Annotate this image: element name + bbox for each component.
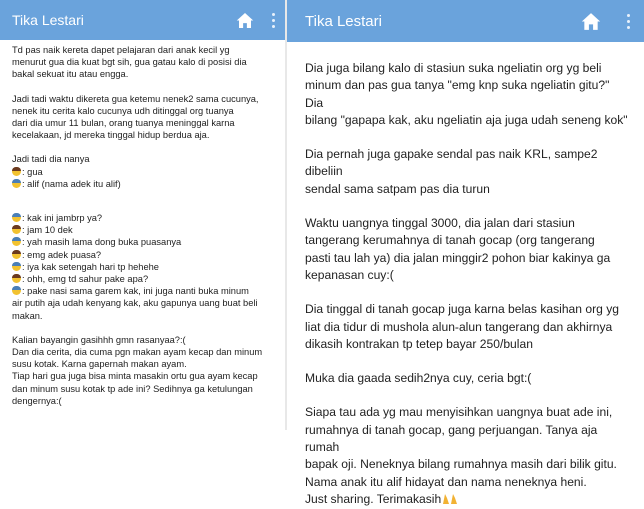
- text-line: : pake nasi sama garem kak, ini juga nanti buka minum: [22, 286, 249, 297]
- text-line: susu kotak. Karna gapernah makan ayam.: [12, 359, 187, 370]
- text-line: : kak ini jambrp ya?: [22, 213, 103, 224]
- text-line: nenek itu cerita kalo cucunya udh ditinggal org tuanya: [12, 105, 234, 116]
- text-line: Dia juga bilang kalo di stasiun suka ngeliatin org yg beli: [305, 61, 602, 75]
- text-line: tangerang kerumahnya di tanah gocap (org tangerang: [305, 233, 595, 248]
- text-line: Kalian bayangin gasihhh gmn rasanyaa?:(: [12, 334, 186, 345]
- text-line: Muka dia gaada sedih2nya cuy, ceria bgt:(: [305, 371, 532, 386]
- paragraph: [305, 301, 630, 353]
- text-line: bapak oji. Neneknya bilang rumahnya masih dari bilik gitu.: [305, 457, 617, 472]
- home-icon[interactable]: [233, 8, 257, 32]
- text-line: : emg adek puasa?: [22, 249, 102, 260]
- text-line: Just sharing. Terimakasih: [305, 491, 442, 506]
- chat-block: [12, 212, 277, 322]
- text-line: air putih aja udah kenyang kak, aku gapunya uang buat beli: [12, 298, 258, 309]
- text-line: Dia tinggal di tanah gocap juga karna belas kasihan org yg: [305, 302, 619, 317]
- paragraph: [305, 60, 630, 129]
- girl-emoji-icon: [12, 225, 21, 234]
- app-bar: [287, 0, 644, 42]
- text-line: dan minum susu kotak tp ade ini? Sedihnya ga ketulungan: [12, 383, 253, 394]
- boy-emoji-icon: [12, 213, 21, 222]
- text-line: Tiap hari gua juga bisa minta masakin ortu gua ayam kecap: [12, 371, 258, 382]
- intro-block: [12, 153, 277, 190]
- post-body: [0, 40, 285, 407]
- text-line: dengernya:(: [12, 395, 62, 406]
- paragraph: [12, 93, 277, 142]
- outro-block: [12, 334, 277, 407]
- text-line: Dan dia cerita, dia cuma pgn makan ayam kecap dan minum: [12, 347, 263, 358]
- boy-emoji-icon: [12, 286, 21, 295]
- girl-emoji-icon: [12, 250, 21, 259]
- text-line: sendal sama satpam pas dia turun: [305, 181, 490, 196]
- text-line: Td pas naik kereta dapet pelajaran dari anak kecil yg: [12, 45, 230, 55]
- paragraph: [305, 146, 630, 198]
- paragraph: [305, 404, 630, 508]
- post-body: [287, 42, 644, 508]
- text-line: makan.: [12, 310, 43, 321]
- text-line: : ohh, emg td sahur pake apa?: [22, 274, 149, 285]
- text-line: kepanasan cuy:(: [305, 267, 394, 282]
- app-bar: [0, 0, 285, 40]
- home-icon[interactable]: [578, 8, 604, 34]
- girl-emoji-icon: [12, 167, 21, 176]
- text-line: Siapa tau ada yg mau menyisihkan uangnya buat ade ini,: [305, 405, 613, 420]
- text-line: Waktu uangnya tinggal 3000, dia jalan dari stasiun: [305, 216, 575, 231]
- text-line: Jadi tadi waktu dikereta gua ketemu nenek2 sama cucunya,: [12, 93, 259, 104]
- text-line: menurut gua dia kuat bgt sih, gua gatau kalo di posisi dia: [12, 57, 247, 68]
- text-line: Nama anak itu alif hidayat dan nama neneknya heni.: [305, 474, 587, 489]
- more-vert-icon[interactable]: [267, 9, 279, 31]
- paragraph: [12, 44, 277, 81]
- pray-hands-icon: [441, 492, 459, 504]
- boy-emoji-icon: [12, 262, 21, 271]
- app-title: Tika Lestari: [12, 12, 84, 28]
- text-line: dari dia umur 11 bulan, orang tuanya meninggal karna: [12, 118, 235, 129]
- app-title: Tika Lestari: [305, 12, 382, 30]
- text-line: pasti tau lah ya) dia jalan minggir2 pohon biar kakinya ga: [305, 250, 611, 265]
- boy-emoji-icon: [12, 179, 21, 188]
- text-line: bakal sekuat itu atau engga.: [12, 69, 129, 80]
- text-line: dikasih kontrakan tp tetep bayar 250/bulan: [305, 336, 533, 351]
- text-line: bilang "gapapa kak, aku ngeliatin aja juga udah seneng kok": [305, 112, 628, 127]
- more-vert-icon[interactable]: [622, 10, 634, 32]
- paragraph: [305, 370, 630, 387]
- text-line: : yah masih lama dong buka puasanya: [22, 237, 182, 248]
- girl-emoji-icon: [12, 274, 21, 283]
- text-line: Jadi tadi dia nanya: [12, 154, 90, 165]
- text-line: : gua: [22, 166, 43, 177]
- text-line: kecelakaan, jd mereka tinggal hidup berdua aja.: [12, 130, 210, 141]
- text-line: Dia pernah juga gapake sendal pas naik KRL, sampe2 dibeliin: [305, 147, 598, 179]
- text-line: : jam 10 dek: [22, 225, 73, 236]
- right-screenshot-panel: [285, 0, 644, 506]
- boy-emoji-icon: [12, 237, 21, 246]
- text-line: : iya kak setengah hari tp hehehe: [22, 261, 159, 272]
- text-line: rumahnya di tanah gocap, gang perjuangan. Tanya aja rumah: [305, 422, 598, 455]
- text-line: : alif (nama adek itu alif): [22, 178, 121, 189]
- left-screenshot-panel: [0, 0, 285, 430]
- text-line: minum dan pas gua tanya "emg knp suka ngeliatin gitu?" Dia: [305, 78, 610, 110]
- text-line: liat dia tidur di mushola alun-alun tangerang dan akhirnya: [305, 319, 613, 334]
- paragraph: [305, 215, 630, 284]
